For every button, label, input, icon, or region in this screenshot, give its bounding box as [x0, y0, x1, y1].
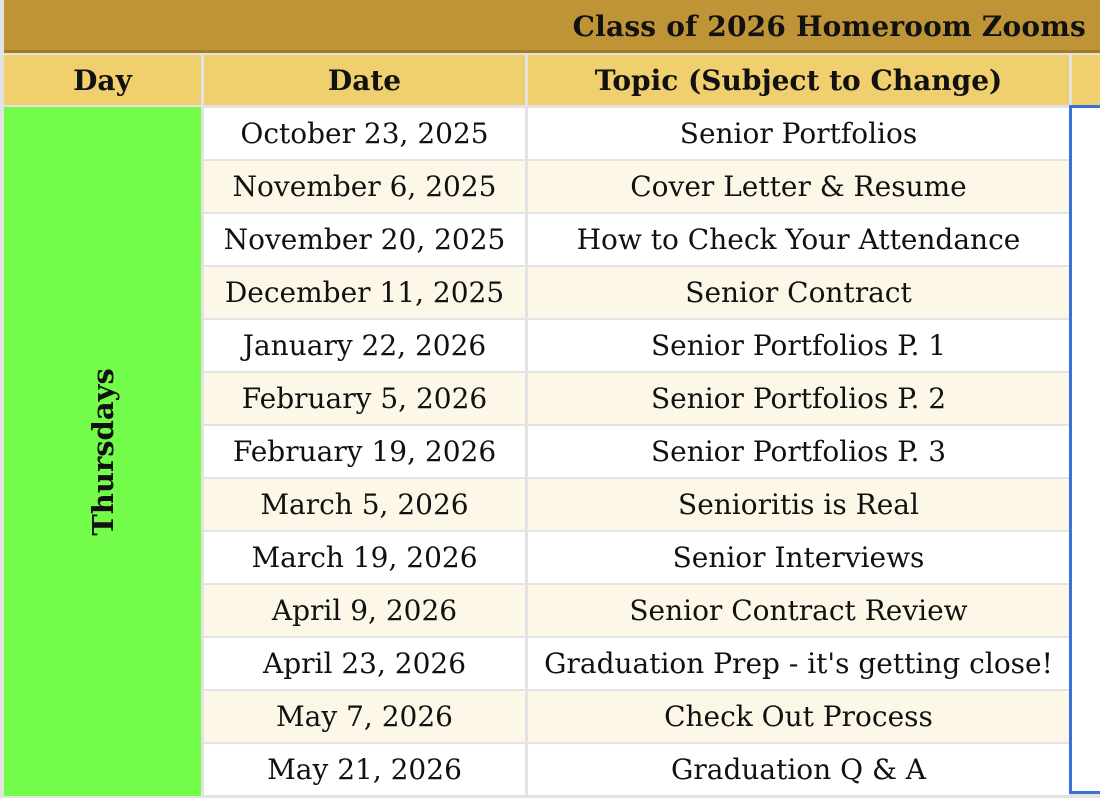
sheet-title: Class of 2026 Homeroom Zooms	[572, 10, 1086, 43]
topic-cell[interactable]: Senior Portfolios P. 2	[528, 373, 1069, 424]
date-cell[interactable]: November 6, 2025	[204, 161, 525, 212]
topic-cell[interactable]: How to Check Your Attendance	[528, 214, 1069, 265]
date-cell[interactable]: January 22, 2026	[204, 320, 525, 371]
date-cell[interactable]: April 9, 2026	[204, 585, 525, 636]
topic-cell[interactable]: Graduation Prep - it's getting close!	[528, 638, 1069, 689]
topic-cell[interactable]: Senior Portfolios P. 3	[528, 426, 1069, 477]
topic-cell[interactable]: Graduation Q & A	[528, 744, 1069, 795]
date-cell[interactable]: April 23, 2026	[204, 638, 525, 689]
header-topic[interactable]: Topic (Subject to Change)	[528, 55, 1069, 105]
topic-cell[interactable]: Senior Contract Review	[528, 585, 1069, 636]
date-cell[interactable]: November 20, 2025	[204, 214, 525, 265]
day-merged-cell[interactable]	[4, 107, 201, 796]
topic-cell[interactable]: Senior Portfolios P. 1	[528, 320, 1069, 371]
header-day[interactable]: Day	[4, 55, 201, 105]
date-cell[interactable]: February 5, 2026	[204, 373, 525, 424]
title-cell[interactable]	[4, 0, 1100, 53]
topic-cell[interactable]: Cover Letter & Resume	[528, 161, 1069, 212]
day-value: Thursdays	[85, 367, 120, 536]
topic-cell[interactable]: Check Out Process	[528, 691, 1069, 742]
selected-range-border[interactable]	[1069, 105, 1100, 794]
topic-cell[interactable]: Senior Contract	[528, 267, 1069, 318]
date-cell[interactable]: May 21, 2026	[204, 744, 525, 795]
date-cell[interactable]: December 11, 2025	[204, 267, 525, 318]
topic-cell[interactable]: Senioritis is Real	[528, 479, 1069, 530]
date-cell[interactable]: October 23, 2025	[204, 108, 525, 159]
date-cell[interactable]: March 5, 2026	[204, 479, 525, 530]
header-extra-cell[interactable]	[1072, 55, 1100, 105]
header-date[interactable]: Date	[204, 55, 525, 105]
date-cell[interactable]: March 19, 2026	[204, 532, 525, 583]
topic-cell[interactable]: Senior Portfolios	[528, 108, 1069, 159]
topic-cell[interactable]: Senior Interviews	[528, 532, 1069, 583]
date-cell[interactable]: May 7, 2026	[204, 691, 525, 742]
date-cell[interactable]: February 19, 2026	[204, 426, 525, 477]
